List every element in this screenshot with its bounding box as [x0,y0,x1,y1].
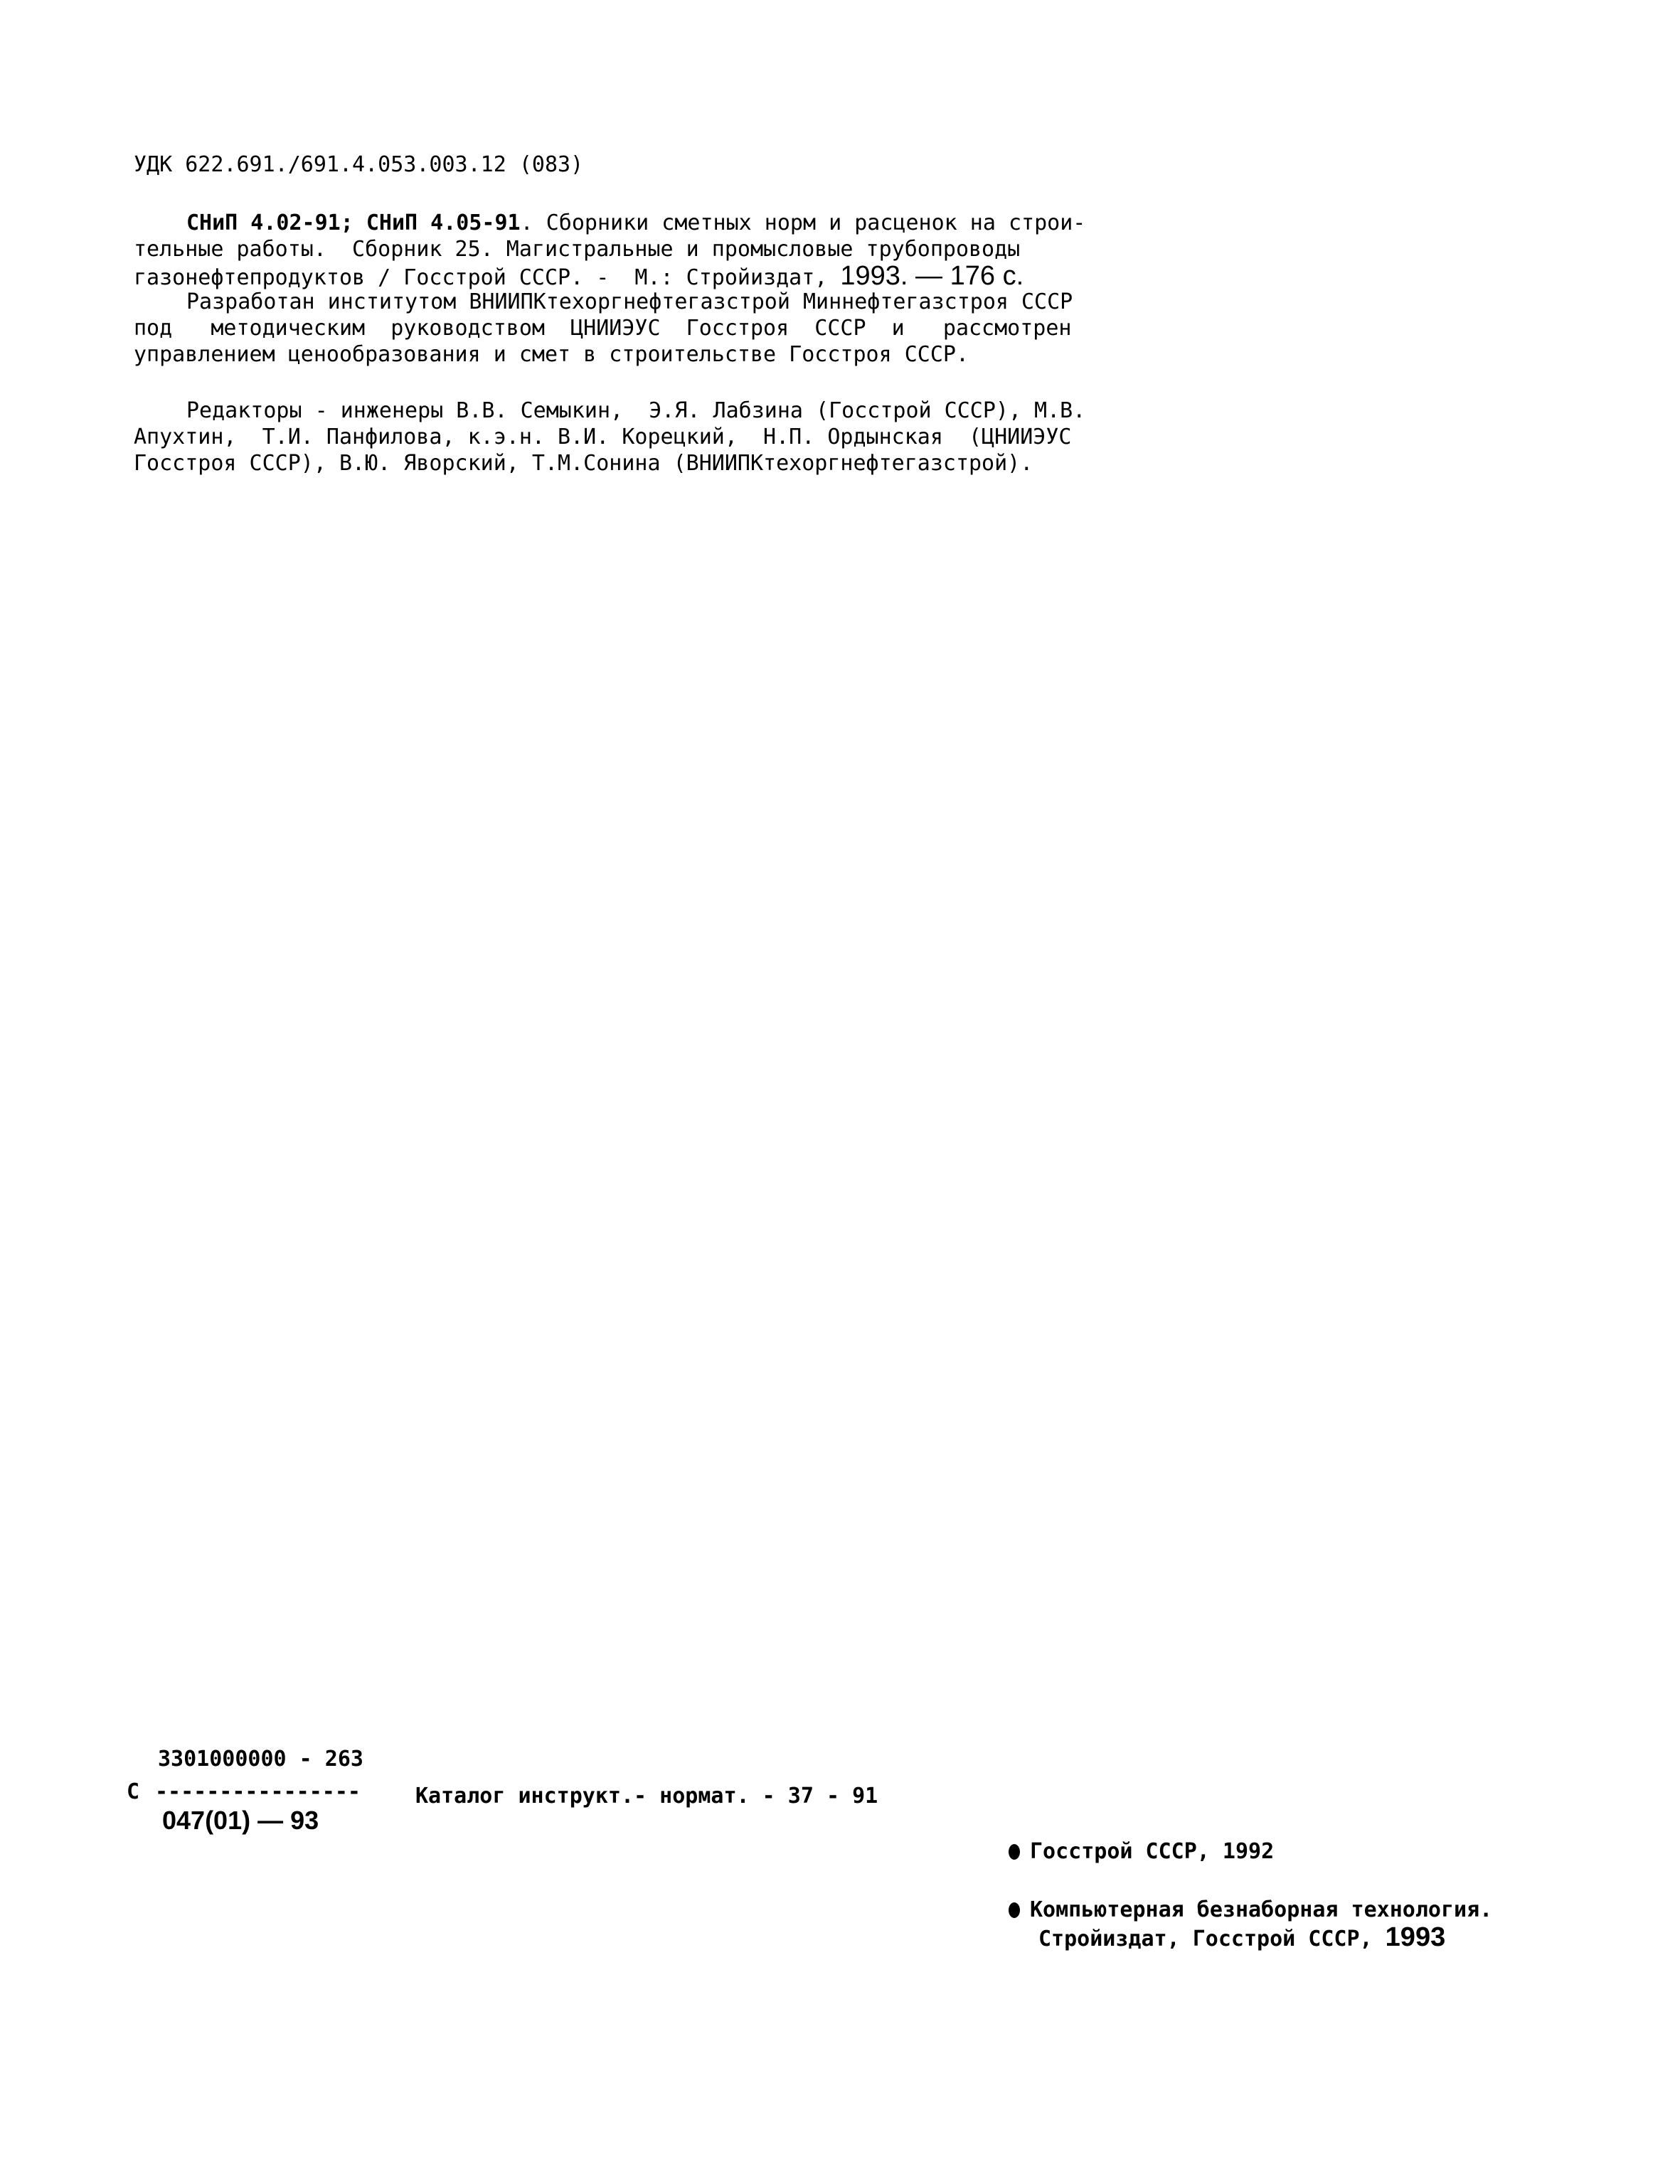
catalog-code-divider: ---------------- [155,1779,361,1804]
catalog-code-bottom: 047(01) — 93 [162,1806,319,1835]
copyright-line-3 [1038,1924,1445,1952]
udk-code: УДК 622.691./691.4.053.003.12 (083) [134,152,584,177]
copyright-publishers: Стройиздат, Госстрой СССР, [1038,1927,1386,1951]
bibliography-line-5: под методическим руководством ЦНИИЭУС Госстроя СССР и рассмотрен [134,316,1072,341]
bibliography-line-1 [186,211,1085,236]
copyright-year: 1993 [1385,1922,1446,1952]
copyright-icon [1009,1844,1020,1860]
snip-code-2: СНиП 4.05-91 [366,211,521,235]
bibliography-dash: — [908,261,950,291]
bibliography-line-3 [134,263,1024,291]
bibliography-line-6: управлением ценообразования и смет в строительстве Госстроя СССР. [134,342,969,367]
bibliography-line-2: тельные работы. Сборник 25. Магистральные и промысловые трубопроводы [134,237,1021,262]
bibliography-year: 1993. [840,261,908,291]
bibliography-pages: 176 с. [950,261,1024,291]
copyright-technology: Компьютерная безнаборная технология. [1030,1897,1493,1922]
editors-line-1: Редакторы - инженеры В.В. Семыкин, Э.Я. Лабзина (Госстрой СССР), М.В. [186,398,1086,423]
editors-line-3: Госстроя СССР), В.Ю. Яворский, Т.М.Сонина (ВНИИПКтехоргнефтегазстрой). [134,451,1033,476]
copyright-line-2 [1009,1897,1492,1923]
editors-line-2: Апухтин, Т.И. Панфилова, к.э.н. В.И. Корецкий, Н.П. Ордынская (ЦНИИЭУС [134,425,1072,449]
bibliography-publisher: газонефтепродуктов / Госстрой СССР. - М.: Стройиздат, [134,265,841,290]
catalog-code-top: 3301000000 - 263 [158,1747,363,1772]
copyright-gosstroy: Госстрой СССР, 1992 [1030,1839,1275,1864]
bibliography-title-start: . Сборники сметных норм и расценок на строи- [520,211,1086,235]
copyright-icon [1009,1902,1020,1918]
bibliography-line-4: Разработан институтом ВНИИПКтехоргнефтегазстрой Миннефтегазстроя СССР [186,289,1073,314]
catalog-code-letter: С [127,1779,140,1804]
snip-code-1: СНиП 4.02-91; [186,211,353,235]
catalog-reference: Каталог инструкт.- нормат. - 37 - 91 [415,1784,878,1809]
copyright-line-1 [1009,1839,1274,1865]
